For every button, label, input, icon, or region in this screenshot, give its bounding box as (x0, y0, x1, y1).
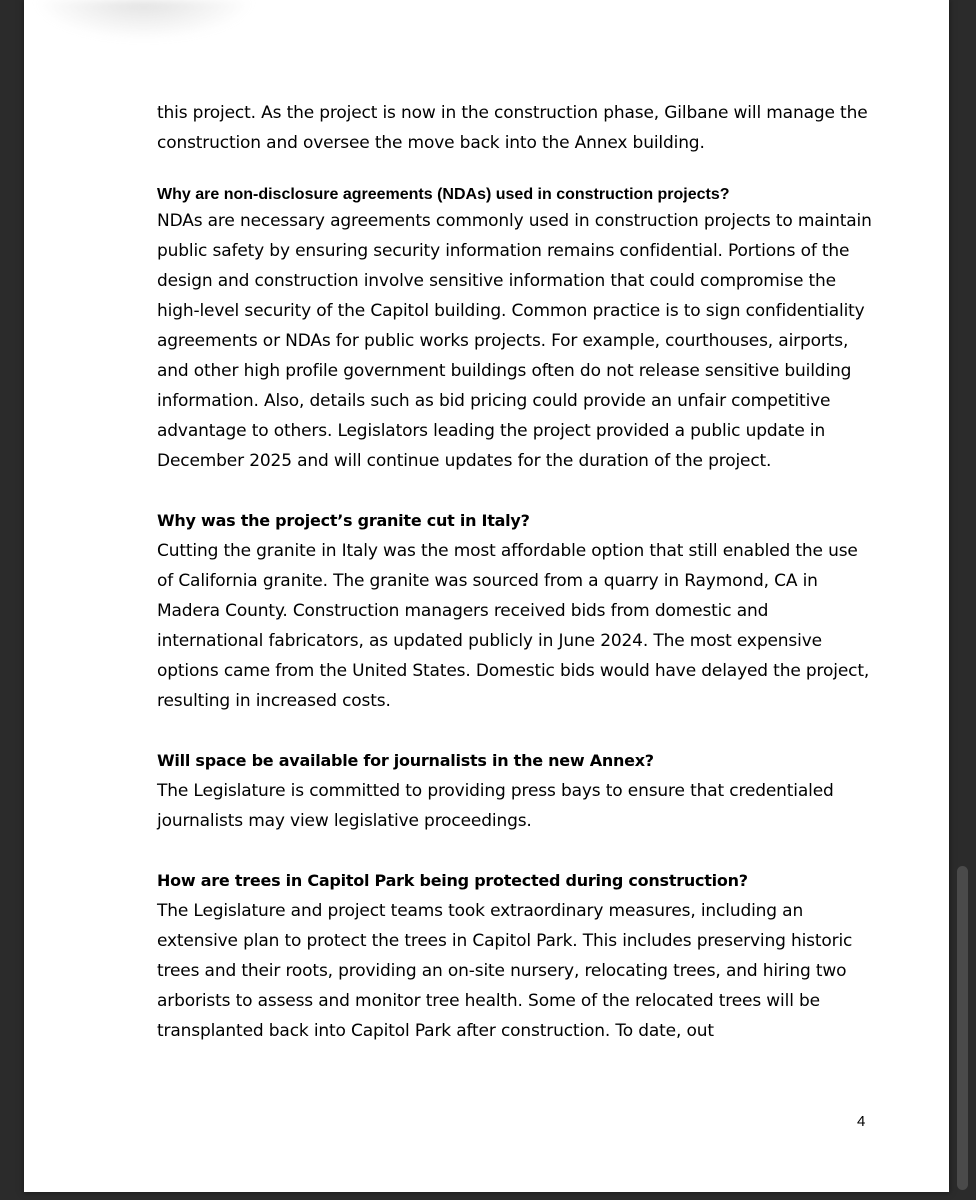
answer-journalists: The Legislature is committed to providing press bays to ensure that credentialed journalists may view legislative proceedings. (157, 781, 834, 831)
answer-nda: NDAs are necessary agreements commonly used in construction projects to maintain public safety by ensuring security information remains confidential. Portions of the design and construction involve sensitive information that could compromise the high-level security of the Capitol building. Common practice is to sign confidentiality agreements or NDAs for public works projects. For example, courthouses, airports, and other high profile government buildings often do not release sensitive building information. Also, details such as bid pricing could provide an unfair competitive advantage to others. Legislators leading the project provided a public update in December 2025 and will continue updates for the duration of the project. (157, 211, 872, 471)
question-trees: How are trees in Capitol Park being protected during construction? (157, 871, 748, 890)
question-nda: Why are non-disclosure agreements (NDAs) used in construction projects? (157, 186, 730, 203)
question-journalists: Will space be available for journalists in the new Annex? (157, 751, 654, 770)
answer-trees: The Legislature and project teams took extraordinary measures, including an extensive plan to protect the trees in Capitol Park. This includes preserving historic trees and their roots, providing an on-site nursery, relocating trees, and hiring two arborists to assess and monitor tree health. Some of the relocated trees will be transplanted back into Capitol Park after construction. To date, out (157, 901, 853, 1041)
question-granite: Why was the project’s granite cut in Italy? (157, 511, 530, 530)
document-page (24, 0, 949, 1192)
page-number: 4 (857, 1113, 866, 1130)
vertical-scrollbar[interactable] (957, 866, 968, 1190)
answer-granite: Cutting the granite in Italy was the most affordable option that still enabled the use of California granite. The granite was sourced from a quarry in Raymond, CA in Madera County. Construction managers received bids from domestic and international fabricators, as updated publicly in June 2024. The most expensive options came from the United States. Domestic bids would have delayed the project, resulting in increased costs. (157, 541, 870, 711)
intro-paragraph: this project. As the project is now in the construction phase, Gilbane will manage the construction and oversee the move back into the Annex building. (157, 103, 868, 153)
page-content (157, 98, 877, 1046)
page-smudge (34, 0, 254, 40)
